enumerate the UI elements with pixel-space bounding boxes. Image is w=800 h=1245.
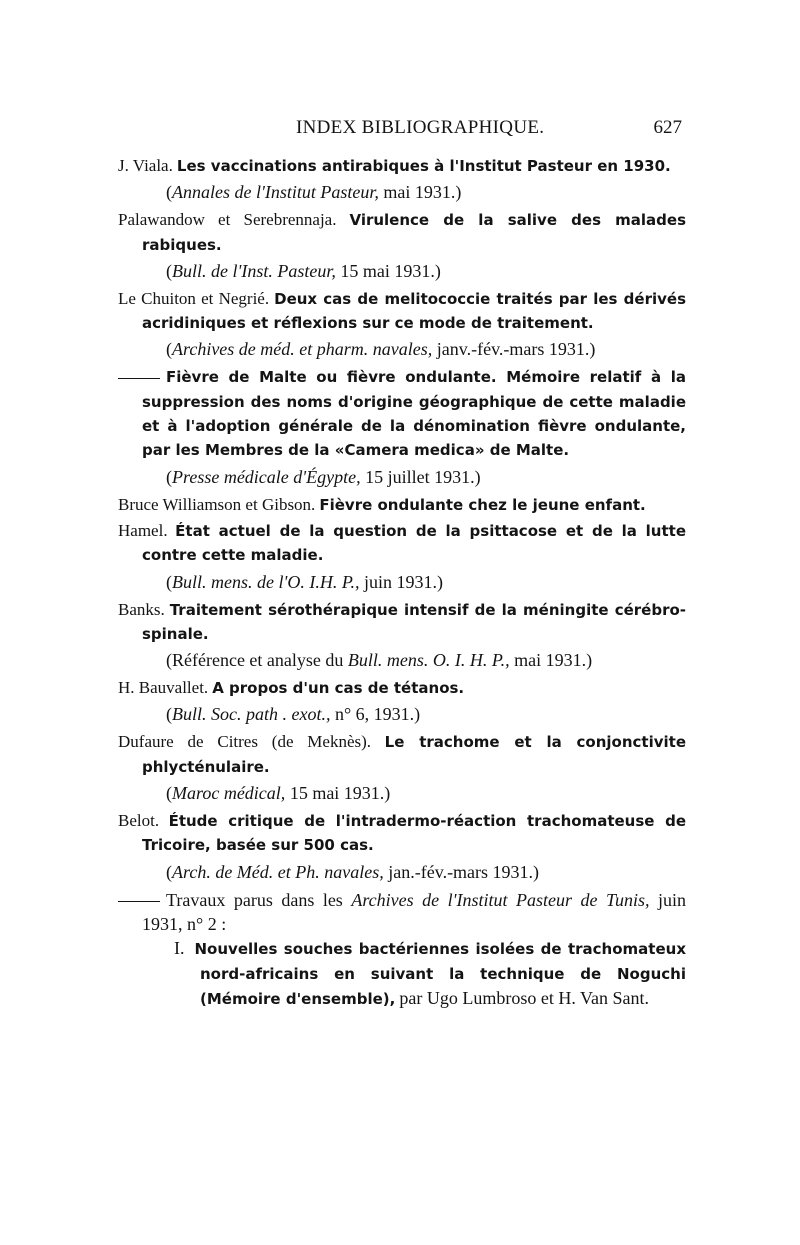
travaux-issue: juin 1931, n° 2 : <box>142 889 687 934</box>
running-header <box>0 117 800 143</box>
bibliography-entry <box>118 208 686 285</box>
bibliography-entry <box>118 730 686 807</box>
entry-author: J. Viala. <box>118 156 173 175</box>
bibliography-entry <box>118 365 686 490</box>
bibliography-entry <box>118 493 686 517</box>
bibliography-list <box>118 154 686 1013</box>
ditto-dash <box>118 901 160 902</box>
ditto-dash <box>118 378 160 379</box>
entry-author: H. Bauvallet. <box>118 678 209 698</box>
entry-author: Banks. <box>118 599 165 619</box>
entry-title: Fièvre ondulante chez le jeune enfant. <box>319 495 646 514</box>
entry-title: État actuel de la question de la psittacose et de la lutte contre cette maladie. <box>142 521 687 565</box>
entry-reference: (Maroc médical, 15 mai 1931.) <box>166 783 391 804</box>
entry-author: Palawandow et Serebrennaja. <box>118 210 337 230</box>
travaux-journal: Archives de l'Institut Pasteur de Tunis, <box>351 889 650 910</box>
entry-author: Belot. <box>118 811 160 831</box>
entry-reference: (Référence et analyse du Bull. mens. O. I. H. P., mai 1931.) <box>166 650 593 671</box>
entry-title: Le trachome et la conjonctivite phlycténulaire. <box>142 733 686 776</box>
entry-reference: (Annales de l'Institut Pasteur, mai 1931.) <box>166 182 462 203</box>
item-title: Nouvelles souches bactériennes isolées de trachomateux nord-africains en suivant la technique de Noguchi (Mémoire d'ensemble), <box>194 940 686 1008</box>
entry-author: Bruce Williamson et Gibson. <box>118 494 316 514</box>
bibliography-entry <box>118 676 686 728</box>
item-number: I. <box>174 938 185 959</box>
entry-author: Le Chuiton et Negrié. <box>118 288 270 308</box>
entry-reference: (Bull. Soc. path . exot., n° 6, 1931.) <box>166 704 421 725</box>
entry-title: Virulence de la salive des malades rabiques. <box>142 211 687 254</box>
bibliography-entry <box>118 287 686 364</box>
entry-title: Étude critique de l'intradermo-réaction trachomateuse de Tricoire, basée sur 500 cas. <box>142 812 687 855</box>
entry-reference: (Bull. de l'Inst. Pasteur, 15 mai 1931.) <box>166 260 441 281</box>
bibliography-entry <box>118 598 686 675</box>
page-number: 627 <box>653 117 682 138</box>
entry-title: Les vaccinations antirabiques à l'Institut Pasteur en 1930. <box>176 157 671 175</box>
entry-reference: (Archives de méd. et pharm. navales, janv.-fév.-mars 1931.) <box>166 339 596 360</box>
entry-title: A propos d'un cas de tétanos. <box>212 679 465 698</box>
running-title: INDEX BIBLIOGRAPHIQUE. <box>296 117 545 138</box>
bibliography-entry <box>118 154 686 206</box>
entry-title: Deux cas de melitococcie traités par les dérivés acridiniques et réflexions sur ce mode de traitement. <box>142 289 686 333</box>
travaux-entry <box>118 888 686 1011</box>
item-authors: par Ugo Lumbroso et H. Van Sant. <box>399 987 650 1008</box>
entry-author: Dufaure de Citres (de Meknès). <box>118 732 372 752</box>
bibliography-entry <box>118 809 686 886</box>
entry-author: Hamel. <box>118 520 168 540</box>
entry-reference: (Presse médicale d'Égypte, 15 juillet 1931.) <box>166 466 481 487</box>
entry-reference: (Bull. mens. de l'O. I.H. P., juin 1931.) <box>166 571 443 592</box>
travaux-item <box>142 936 686 1011</box>
entry-title: Fièvre de Malte ou fièvre ondulante. Mémoire relatif à la suppression des noms d'origine géographique de cette maladie et à l'adoption générale de la dénomination fièvre ondulante, par les Membres de la «Camera medica» de Malte. <box>142 368 686 460</box>
travaux-intro: Travaux parus dans les <box>166 889 343 910</box>
bibliography-entry <box>118 519 686 596</box>
entry-title: Traitement sérothérapique intensif de la méningite cérébro-spinale. <box>142 600 687 643</box>
entry-reference: (Arch. de Méd. et Ph. navales, jan.-fév.-mars 1931.) <box>166 861 540 882</box>
